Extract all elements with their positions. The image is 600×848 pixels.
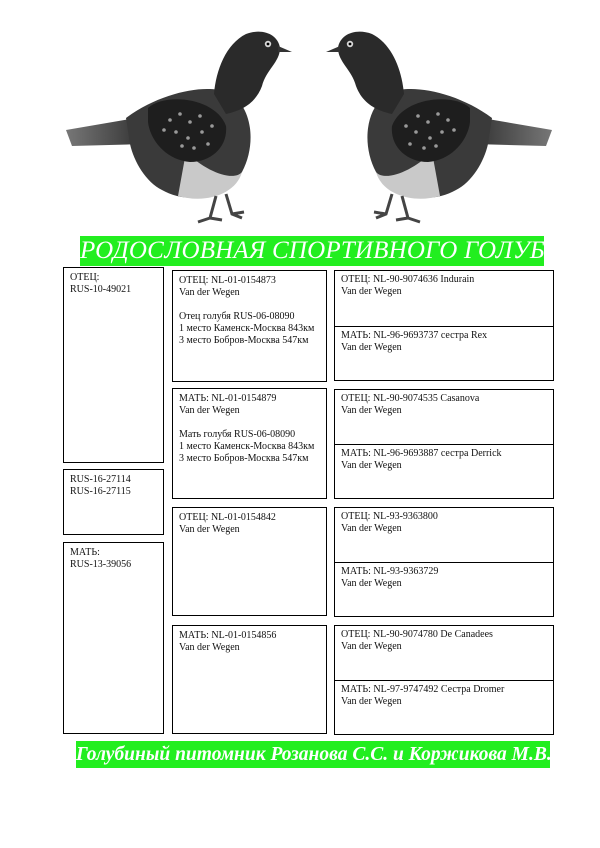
father-father-breeder: Van der Wegen [179, 287, 240, 298]
ancestor-father-3 [335, 508, 553, 563]
ancestor-ring: ОТЕЦ: NL-90-9074780 De Canadees [341, 629, 493, 640]
pigeon-father-ring: RUS-10-49021 [70, 284, 132, 295]
father-father-ring: ОТЕЦ: NL-01-0154873 [179, 275, 276, 286]
ancestor-father-1 [335, 271, 553, 327]
ancestor-group-4 [334, 625, 554, 735]
father-father-result-2: 3 место Бобров-Москва 547км [179, 335, 309, 346]
ancestor-ring: ОТЕЦ: NL-90-9074636 Indurain [341, 274, 475, 285]
father-mother-result-2: 3 место Бобров-Москва 547км [179, 453, 309, 464]
father-mother-breeder: Van der Wegen [179, 405, 240, 416]
pigeon-father-box [63, 267, 164, 463]
ancestor-group-3 [334, 507, 554, 617]
pigeon-mother-box [63, 542, 164, 734]
ancestor-ring: МАТЬ: NL-97-9747492 Сестра Dromer [341, 684, 505, 695]
ancestor-group-2 [334, 389, 554, 499]
pigeon-father-label: ОТЕЦ: [70, 272, 100, 283]
ancestor-ring: ОТЕЦ: NL-93-9363800 [341, 511, 438, 522]
mother-father-ring: ОТЕЦ: NL-01-0154842 [179, 512, 276, 523]
pigeon-mother-label: МАТЬ: [70, 547, 100, 558]
sibling-ring-1: RUS-16-27114 [70, 474, 131, 485]
father-mother-note: Мать голубя RUS-06-08090 [179, 429, 296, 440]
ancestor-breeder: Van der Wegen [341, 286, 402, 297]
father-father-result-1: 1 место Каменск-Москва 843км [179, 323, 315, 334]
ancestor-breeder: Van der Wegen [341, 342, 402, 353]
mother-mother-breeder: Van der Wegen [179, 642, 240, 653]
ancestor-ring: МАТЬ: NL-96-9693737 сестра Rex [341, 330, 488, 341]
father-father-note: Отец голубя RUS-06-08090 [179, 311, 295, 322]
ancestor-father-2 [335, 390, 553, 445]
ancestor-mother-2 [335, 444, 553, 498]
ancestor-breeder: Van der Wegen [341, 523, 402, 534]
pigeon-image-right [322, 22, 552, 230]
ancestor-mother-1 [335, 326, 553, 380]
mother-mother-box [172, 625, 327, 734]
father-mother-ring: МАТЬ: NL-01-0154879 [179, 393, 277, 404]
father-mother-result-1: 1 место Каменск-Москва 843км [179, 441, 315, 452]
kennel-footer: Голубиный питомник Розанова С.С. и Коржикова М.В. [76, 741, 550, 768]
ancestor-breeder: Van der Wegen [341, 578, 402, 589]
ancestor-breeder: Van der Wegen [341, 460, 402, 471]
pigeon-mother-ring: RUS-13-39056 [70, 559, 132, 570]
ancestor-ring: ОТЕЦ: NL-90-9074535 Casanova [341, 393, 480, 404]
page-title: РОДОСЛОВНАЯ СПОРТИВНОГО ГОЛУБЯ [80, 237, 562, 264]
ancestor-ring: МАТЬ: NL-93-9363729 [341, 566, 439, 577]
ancestor-father-4 [335, 626, 553, 681]
pigeon-image-left [66, 22, 296, 230]
ancestor-mother-3 [335, 562, 553, 616]
mother-father-box [172, 507, 327, 616]
ancestor-breeder: Van der Wegen [341, 641, 402, 652]
pigeon-siblings-box [63, 469, 164, 535]
sibling-ring-2: RUS-16-27115 [70, 486, 131, 497]
ancestor-group-1 [334, 270, 554, 381]
ancestor-mother-4 [335, 680, 553, 734]
ancestor-ring: МАТЬ: NL-96-9693887 сестра Derrick [341, 448, 502, 459]
mother-father-breeder: Van der Wegen [179, 524, 240, 535]
ancestor-breeder: Van der Wegen [341, 696, 402, 707]
mother-mother-ring: МАТЬ: NL-01-0154856 [179, 630, 277, 641]
father-mother-box [172, 388, 327, 499]
father-father-box [172, 270, 327, 382]
ancestor-breeder: Van der Wegen [341, 405, 402, 416]
